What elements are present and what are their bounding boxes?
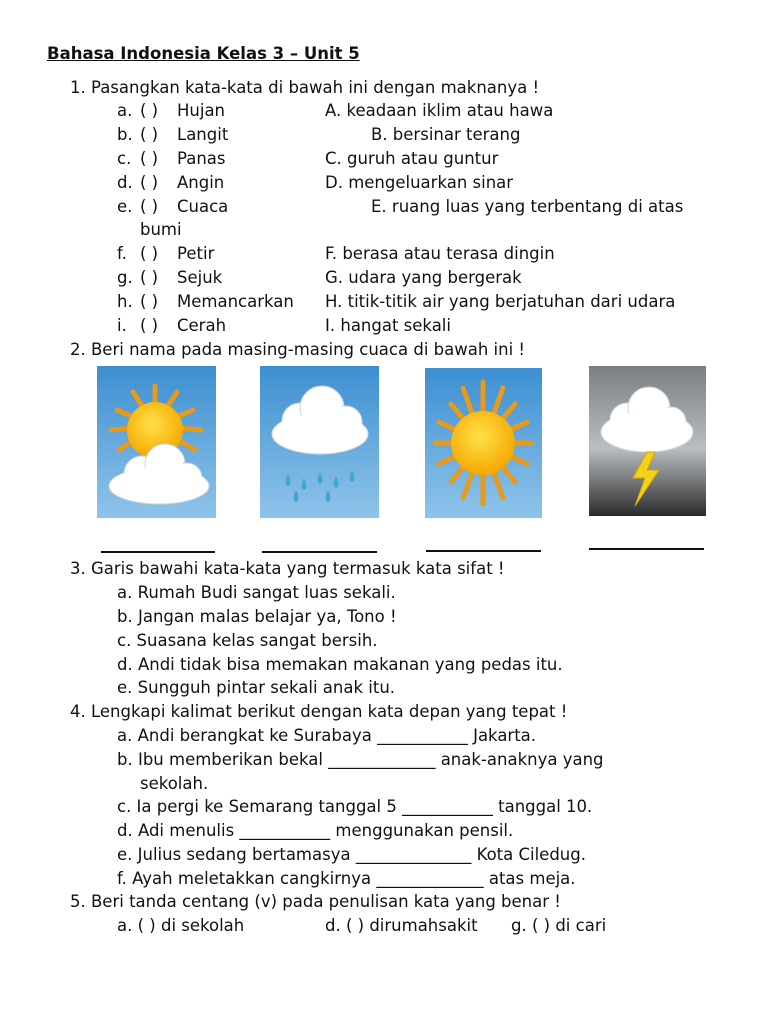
list-item: b. Jangan malas belajar ya, Tono ! <box>117 607 397 626</box>
list-item: d. Adi menulis ___________ menggunakan pensil. <box>117 821 514 840</box>
item-word: Petir <box>177 244 215 263</box>
answer-parentheses: ( ) <box>140 149 159 168</box>
list-item: a. ( ) di sekolah <box>117 916 245 935</box>
answer-parentheses: ( ) <box>140 125 159 144</box>
list-item: e. Sungguh pintar sekali anak itu. <box>117 678 396 697</box>
list-item: d. ( ) dirumahsakit <box>325 916 478 935</box>
definition-item: E. ruang luas yang terbentang di atas <box>371 197 684 216</box>
answer-line[interactable] <box>262 551 377 553</box>
item-letter: g. <box>117 268 133 287</box>
list-item: d. Andi tidak bisa memakan makanan yang pedas itu. <box>117 655 563 674</box>
item-word: Cuaca <box>177 197 229 216</box>
definition-item: F. berasa atau terasa dingin <box>325 244 555 263</box>
definition-item: C. guruh atau guntur <box>325 149 499 168</box>
answer-parentheses: ( ) <box>140 197 159 216</box>
list-item: f. Ayah meletakkan cangkirnya _____________ atas meja. <box>117 869 576 888</box>
definition-item: I. hangat sekali <box>325 316 451 335</box>
definition-item: H. titik-titik air yang berjatuhan dari udara <box>325 292 676 311</box>
item-letter: b. <box>117 125 133 144</box>
list-item-continuation: sekolah. <box>140 774 209 793</box>
list-item: c. Suasana kelas sangat bersih. <box>117 631 378 650</box>
list-item: g. ( ) di cari <box>511 916 607 935</box>
definition-wrap-text: bumi <box>140 220 182 239</box>
item-word: Memancarkan <box>177 292 294 311</box>
item-word: Sejuk <box>177 268 223 287</box>
q1-prompt: 1. Pasangkan kata-kata di bawah ini dengan maknanya ! <box>70 78 540 97</box>
thunderstorm-icon <box>589 366 706 516</box>
q3-prompt: 3. Garis bawahi kata-kata yang termasuk kata sifat ! <box>70 559 505 578</box>
sun-behind-cloud-icon <box>97 366 216 518</box>
answer-parentheses: ( ) <box>140 244 159 263</box>
q4-prompt: 4. Lengkapi kalimat berikut dengan kata depan yang tepat ! <box>70 702 568 721</box>
list-item: e. Julius sedang bertamasya ______________ Kota Ciledug. <box>117 845 586 864</box>
answer-parentheses: ( ) <box>140 101 159 120</box>
q5-prompt: 5. Beri tanda centang (v) pada penulisan kata yang benar ! <box>70 892 561 911</box>
answer-parentheses: ( ) <box>140 292 159 311</box>
item-letter: f. <box>117 244 127 263</box>
item-letter: e. <box>117 197 133 216</box>
list-item: a. Andi berangkat ke Surabaya ___________ Jakarta. <box>117 726 537 745</box>
definition-item: B. bersinar terang <box>371 125 521 144</box>
answer-line[interactable] <box>589 548 704 550</box>
answer-line[interactable] <box>426 550 541 552</box>
answer-parentheses: ( ) <box>140 316 159 335</box>
answer-parentheses: ( ) <box>140 173 159 192</box>
answer-line[interactable] <box>101 551 215 553</box>
item-letter: c. <box>117 149 132 168</box>
rain-cloud-icon <box>260 366 379 518</box>
item-word: Cerah <box>177 316 227 335</box>
item-word: Langit <box>177 125 229 144</box>
list-item: a. Rumah Budi sangat luas sekali. <box>117 583 396 602</box>
definition-item: G. udara yang bergerak <box>325 268 522 287</box>
item-word: Panas <box>177 149 226 168</box>
list-item: b. Ibu memberikan bekal _____________ anak-anaknya yang <box>117 750 604 769</box>
item-letter: h. <box>117 292 133 311</box>
answer-parentheses: ( ) <box>140 268 159 287</box>
q2-prompt: 2. Beri nama pada masing-masing cuaca di bawah ini ! <box>70 340 526 359</box>
page-title: Bahasa Indonesia Kelas 3 – Unit 5 <box>47 44 360 63</box>
item-letter: a. <box>117 101 133 120</box>
item-letter: i. <box>117 316 127 335</box>
list-item: c. Ia pergi ke Semarang tanggal 5 ___________ tanggal 10. <box>117 797 593 816</box>
sun-icon <box>425 368 542 518</box>
item-word: Angin <box>177 173 225 192</box>
definition-item: D. mengeluarkan sinar <box>325 173 514 192</box>
definition-item: A. keadaan iklim atau hawa <box>325 101 554 120</box>
item-word: Hujan <box>177 101 226 120</box>
item-letter: d. <box>117 173 133 192</box>
